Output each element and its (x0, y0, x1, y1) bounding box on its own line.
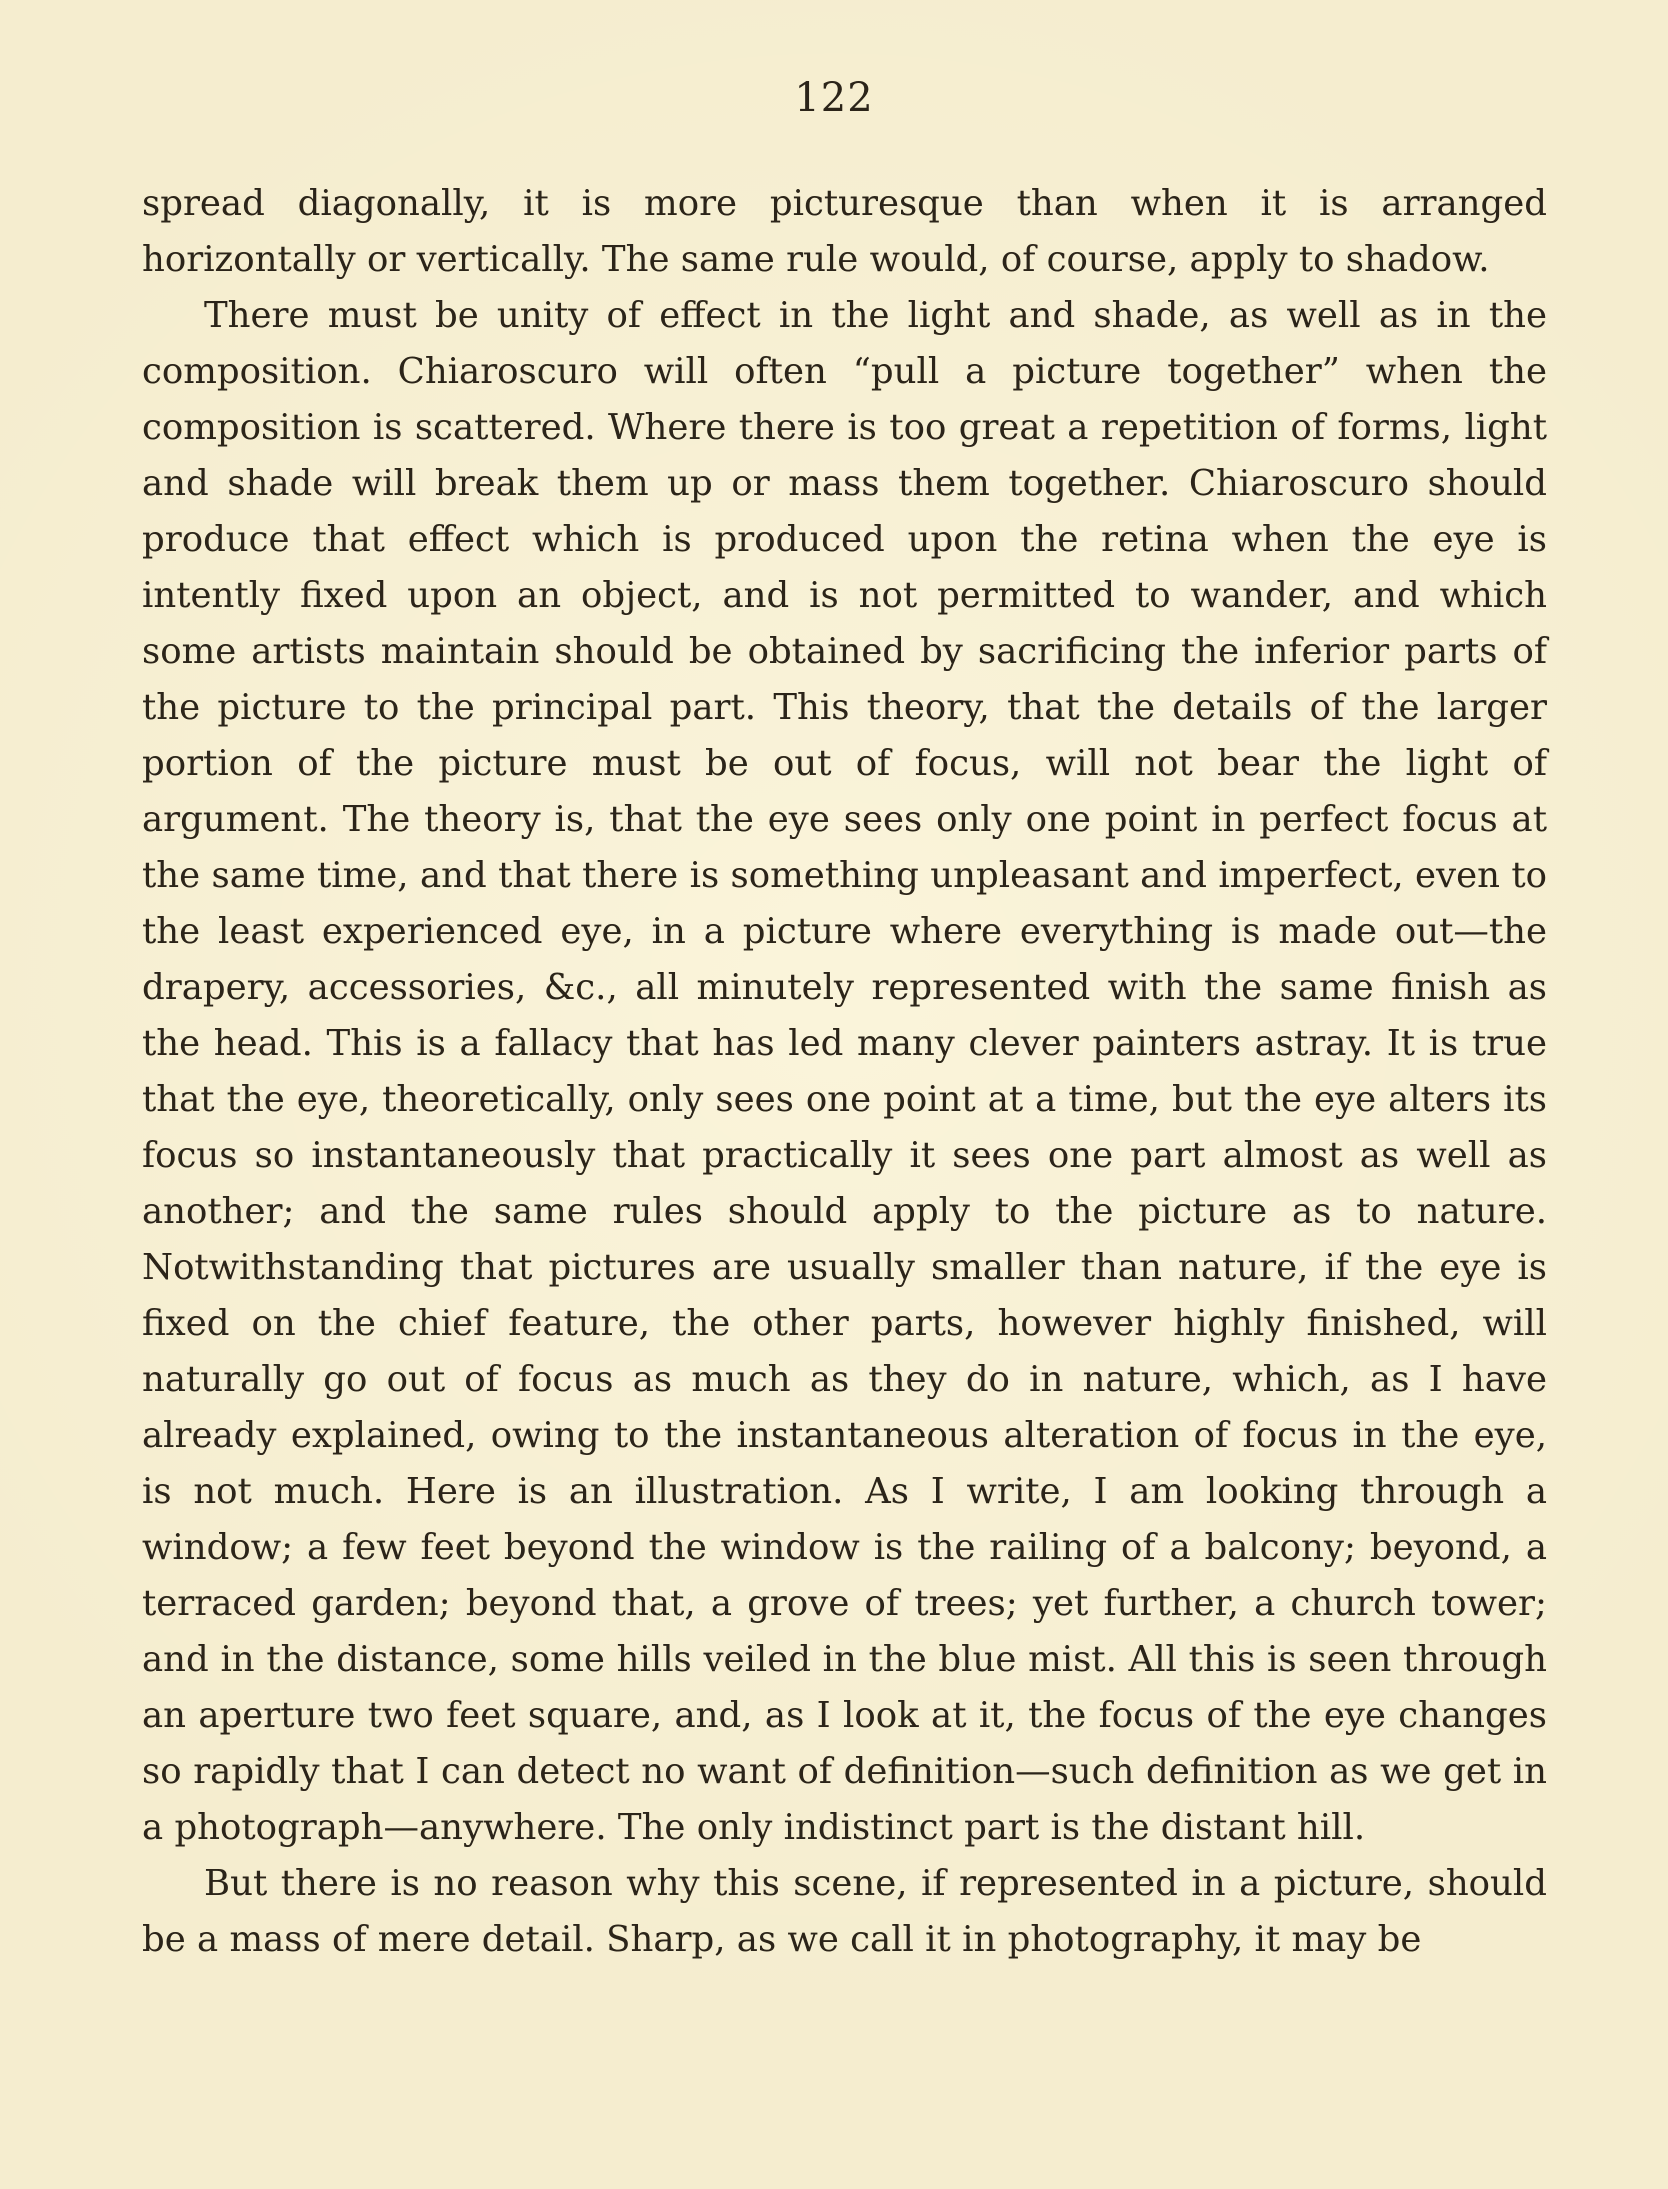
page-number: 122 (794, 75, 874, 121)
body-text (142, 176, 1547, 1968)
paragraph-3: But there is no reason why this scene, if represented in a picture, should be a mass of mere detail. Sharp, as we call it in photography, it may be (142, 1863, 1547, 1960)
paragraph-1: spread diagonally, it is more picturesque than when it is arranged horizontally or vertically. The same rule would, of course, apply to shadow. (142, 183, 1547, 280)
paragraph-2: There must be unity of effect in the light and shade, as well as in the composition. Chiaroscuro will often “pull a picture together” when the composition is scattered. Where there is too great a repetition of forms, light and shade will break them up or mass them together. Chiaroscuro should produce that effect which is produced upon the retina when the eye is intently fixed upon an object, and is not permitted to wander, and which some artists maintain should be obtained by sacrificing the inferior parts of the picture to the principal part. This theory, that the details of the larger portion of the picture must be out of focus, will not bear the light of argument. The theory is, that the eye sees only one point in perfect focus at the same time, and that there is something unpleasant and imperfect, even to the least experienced eye, in a picture where everything is made out—the drapery, accessories, &c., all minutely represented with the same finish as the head. This is a fallacy that has led many clever painters astray. It is true that the eye, theoretically, only sees one point at a time, but the eye alters its focus so instantaneously that practically it sees one part almost as well as another; and the same rules should apply to the picture as to nature. Notwithstanding that pictures are usually smaller than nature, if the eye is fixed on the chief feature, the other parts, however highly finished, will naturally go out of focus as much as they do in nature, which, as I have already explained, owing to the instantaneous alteration of focus in the eye, is not much. Here is an illustration. As I write, I am looking through a window; a few feet beyond the window is the railing of a balcony; beyond, a terraced garden; beyond that, a grove of trees; yet further, a church tower; and in the distance, some hills veiled in the blue mist. All this is seen through an aperture two feet square, and, as I look at it, the focus of the eye changes so rapidly that I can detect no want of definition—such definition as we get in a photograph—anywhere. The only indistinct part is the distant hill. (142, 295, 1547, 1848)
